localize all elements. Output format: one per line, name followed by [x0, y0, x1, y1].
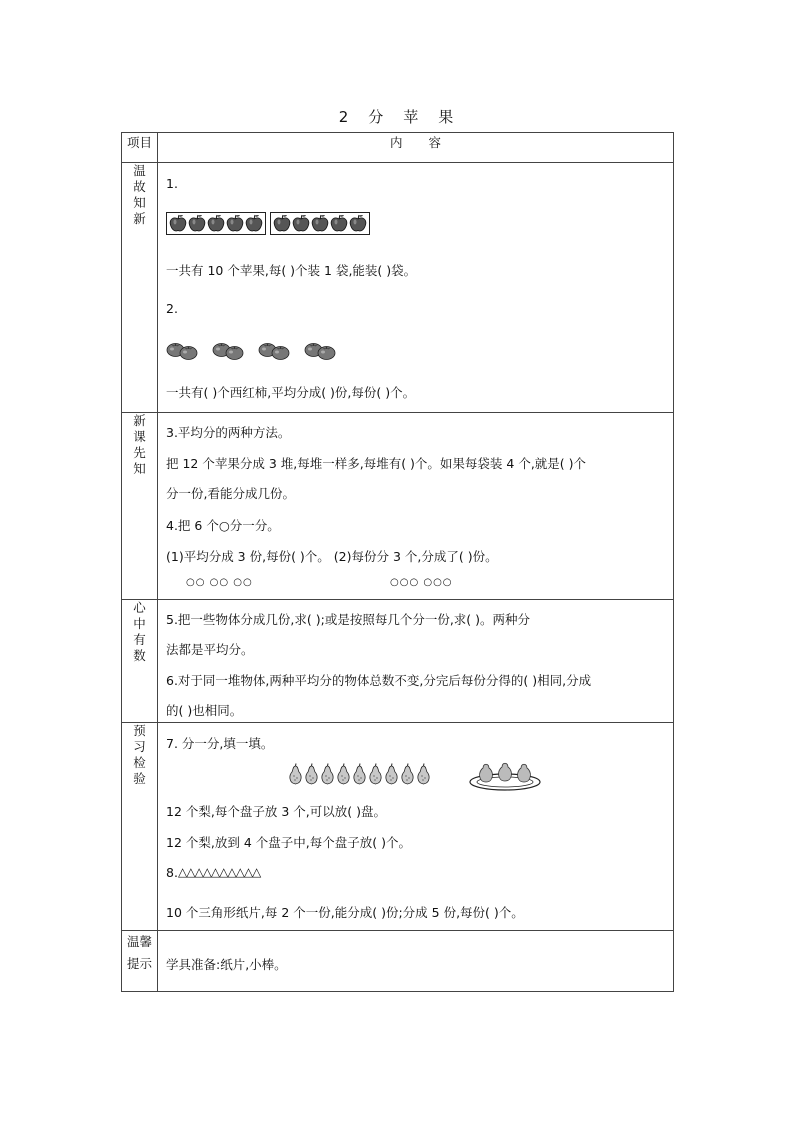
section-label: 温馨提示	[126, 934, 152, 971]
question-text: 一共有 10 个苹果,每( )个装 1 袋,能装( )袋。	[166, 263, 417, 278]
header-item: 项目	[126, 135, 152, 150]
circle-groups-b: ○○○ ○○○	[390, 577, 453, 588]
pear-icon	[336, 763, 351, 785]
apple-icon	[207, 214, 225, 233]
worksheet-table	[121, 132, 674, 992]
question-text: 10 个三角形纸片,每 2 个一份,能分成( )份;分成 5 份,每份( )个。	[166, 905, 524, 920]
triangle-row: △△△△△△△△△△	[178, 865, 261, 879]
tomato-pair	[166, 341, 198, 360]
section-content-4	[158, 723, 674, 931]
question-text: 分一份,看能分成几份。	[166, 486, 295, 501]
title-part: 苹	[403, 108, 421, 126]
pear-icon	[384, 763, 399, 785]
pear-icon	[352, 763, 367, 785]
pear-icon	[416, 763, 431, 785]
apple-icon	[245, 214, 263, 233]
pear-icon	[288, 763, 303, 785]
question-text: 12 个梨,每个盘子放 3 个,可以放( )盘。	[166, 804, 386, 819]
question-text: 6.对于同一堆物体,两种平均分的物体总数不变,分完后每份分得的( )相同,分成	[166, 673, 592, 688]
apple-icon	[273, 214, 291, 233]
apple-bag	[270, 212, 370, 235]
question-number: 8.	[166, 865, 178, 880]
question-text: 的( )也相同。	[166, 703, 243, 718]
pear-row	[288, 763, 431, 785]
apple-bag	[166, 212, 266, 235]
page-title	[0, 106, 794, 127]
question-title: 7. 分一分,填一填。	[166, 736, 274, 751]
tomato-icon	[271, 344, 290, 360]
apple-bags	[166, 212, 370, 235]
question-text: 5.把一些物体分成几份,求( );或是按照每几个分一份,求( )。两种分	[166, 612, 531, 627]
section-label-cell	[122, 723, 158, 931]
section-label-cell	[122, 413, 158, 600]
title-part: 分	[368, 108, 386, 126]
section-content-2	[158, 413, 674, 600]
question-number: 2.	[166, 301, 178, 316]
section-label-cell	[122, 163, 158, 413]
title-part: 果	[438, 108, 456, 126]
circle-groups-a: ○○ ○○ ○○	[186, 577, 253, 588]
question-text: 一共有( )个西红柿,平均分成( )份,每份( )个。	[166, 385, 416, 400]
apple-icon	[226, 214, 244, 233]
question-text: (1)平均分成 3 份,每份( )个。 (2)每份分 3 个,分成了( )份。	[166, 549, 498, 564]
question-text: 12 个梨,放到 4 个盘子中,每个盘子放( )个。	[166, 835, 411, 850]
section-content-5	[158, 931, 674, 992]
apple-icon	[349, 214, 367, 233]
section-content-3	[158, 600, 674, 723]
header-content-cell	[158, 133, 674, 163]
header-content: 内 容	[390, 135, 441, 150]
apple-icon	[311, 214, 329, 233]
tomato-icon	[225, 344, 244, 360]
question-title: 3.平均分的两种方法。	[166, 425, 291, 440]
question-title: 4.把 6 个○分一分。	[166, 518, 280, 533]
plate-icon	[468, 755, 542, 791]
apple-icon	[169, 214, 187, 233]
pear-icon	[368, 763, 383, 785]
apple-icon	[330, 214, 348, 233]
section-label: 新课先知	[133, 413, 146, 476]
question-number: 1.	[166, 176, 178, 191]
section-content-1	[158, 163, 674, 413]
tip-text: 学具准备:纸片,小棒。	[166, 957, 287, 972]
header-item-cell	[122, 133, 158, 163]
section-label: 心中有数	[133, 600, 146, 663]
tomato-pair	[258, 341, 290, 360]
tomato-pair	[304, 341, 336, 360]
title-part: 2	[338, 108, 351, 126]
apple-icon	[188, 214, 206, 233]
section-label: 预习检验	[133, 723, 146, 786]
pear-icon	[304, 763, 319, 785]
pear-icon	[400, 763, 415, 785]
apple-icon	[292, 214, 310, 233]
question-text: 把 12 个苹果分成 3 堆,每堆一样多,每堆有( )个。如果每袋装 4 个,就是( )个	[166, 456, 587, 471]
pear-icon	[320, 763, 335, 785]
section-label-cell	[122, 600, 158, 723]
question-text: 法都是平均分。	[166, 642, 254, 657]
tomato-icon	[317, 344, 336, 360]
tomato-pair	[212, 341, 244, 360]
section-label: 温故知新	[133, 163, 146, 226]
tomato-row	[166, 341, 350, 360]
tomato-icon	[179, 344, 198, 360]
section-label-cell	[122, 931, 158, 992]
